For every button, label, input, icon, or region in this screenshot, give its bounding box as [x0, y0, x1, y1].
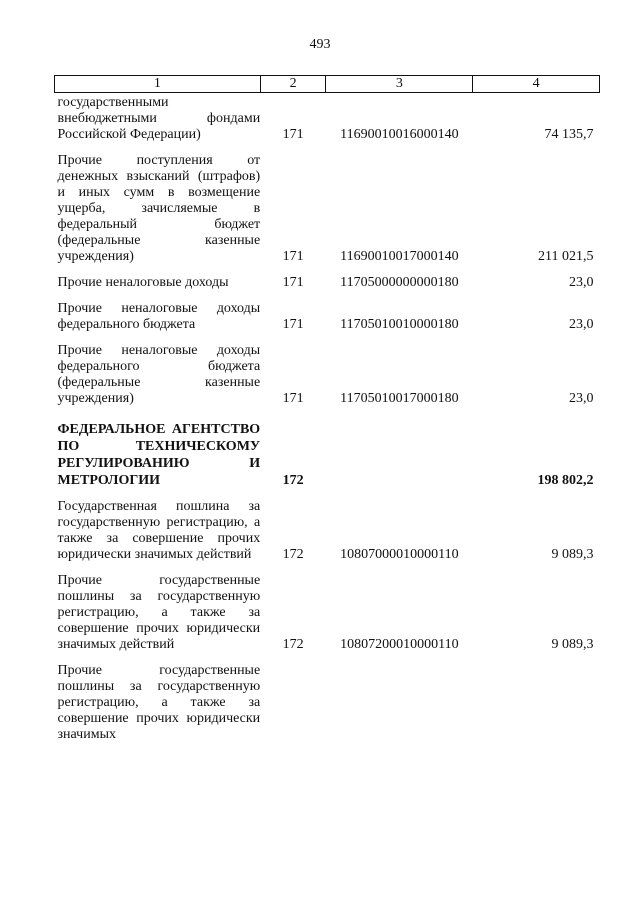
table-header	[55, 76, 600, 93]
table-row	[55, 489, 600, 563]
row-kbk: 11690010016000140	[340, 127, 459, 142]
table-row	[55, 653, 600, 743]
row-code: 171	[282, 275, 304, 290]
row-name: Прочие государственные пошлины за государственную регистрацию, а также за совершение прочих юридически значимых	[57, 663, 261, 742]
header-col-1: 1	[55, 76, 261, 93]
row-amount: 211 021,5	[538, 249, 594, 264]
row-kbk: 11690010017000140	[340, 249, 459, 264]
agency-row	[55, 407, 600, 489]
row-amount: 23,0	[569, 317, 594, 332]
row-amount: 9 089,3	[551, 637, 594, 652]
row-amount: 74 135,7	[544, 127, 594, 142]
row-kbk: 11705010017000180	[340, 391, 459, 406]
header-col-2: 2	[260, 76, 326, 93]
row-amount: 23,0	[569, 275, 594, 290]
row-kbk: 11705010010000180	[340, 317, 459, 332]
row-code: 171	[282, 391, 304, 406]
table-row	[55, 563, 600, 653]
agency-amount: 198 802,2	[537, 473, 594, 488]
table-row	[55, 333, 600, 407]
row-amount: 23,0	[569, 391, 594, 406]
budget-table	[54, 75, 600, 743]
row-code: 172	[282, 547, 304, 562]
row-kbk: 11705000000000180	[340, 275, 459, 290]
row-name: Государственная пошлина за государственную регистрацию, а также за совершение прочих юридически значимых действий	[57, 499, 261, 562]
table-row	[55, 143, 600, 265]
row-code: 171	[282, 317, 304, 332]
row-kbk: 10807000010000110	[340, 547, 459, 562]
row-code	[260, 653, 326, 743]
row-code: 171	[282, 249, 304, 264]
row-name: Прочие неналоговые доходы федерального бюджета (федеральные казенные учреждения)	[57, 343, 261, 406]
row-amount	[473, 653, 600, 743]
header-col-3: 3	[326, 76, 473, 93]
row-name: Прочие неналоговые доходы федерального бюджета	[57, 301, 261, 332]
row-kbk: 10807200010000110	[340, 637, 459, 652]
table-row	[55, 93, 600, 144]
header-col-4: 4	[473, 76, 600, 93]
page-number: 493	[309, 37, 331, 52]
row-name: Прочие неналоговые доходы	[57, 275, 229, 290]
agency-name: ФЕДЕРАЛЬНОЕ АГЕНТСТВО ПО ТЕХНИЧЕСКОМУ РЕГУЛИРОВАНИЮ И МЕТРОЛОГИИ	[57, 422, 261, 488]
table-row	[55, 291, 600, 333]
agency-code: 172	[282, 473, 304, 488]
row-name: Прочие поступления от денежных взысканий (штрафов) и иных сумм в возмещение ущерба, зачисляемые в федеральный бюджет (федеральные казенные учреждения)	[57, 153, 261, 264]
table-row	[55, 265, 600, 291]
row-name: государственными внебюджетными фондами Российской Федерации)	[57, 95, 261, 142]
row-kbk	[326, 653, 473, 743]
row-code: 172	[282, 637, 304, 652]
row-amount: 9 089,3	[551, 547, 594, 562]
agency-kbk	[326, 407, 473, 489]
row-code: 171	[282, 127, 304, 142]
row-name: Прочие государственные пошлины за государственную регистрацию, а также за совершение прочих юридически значимых действий	[57, 573, 261, 652]
